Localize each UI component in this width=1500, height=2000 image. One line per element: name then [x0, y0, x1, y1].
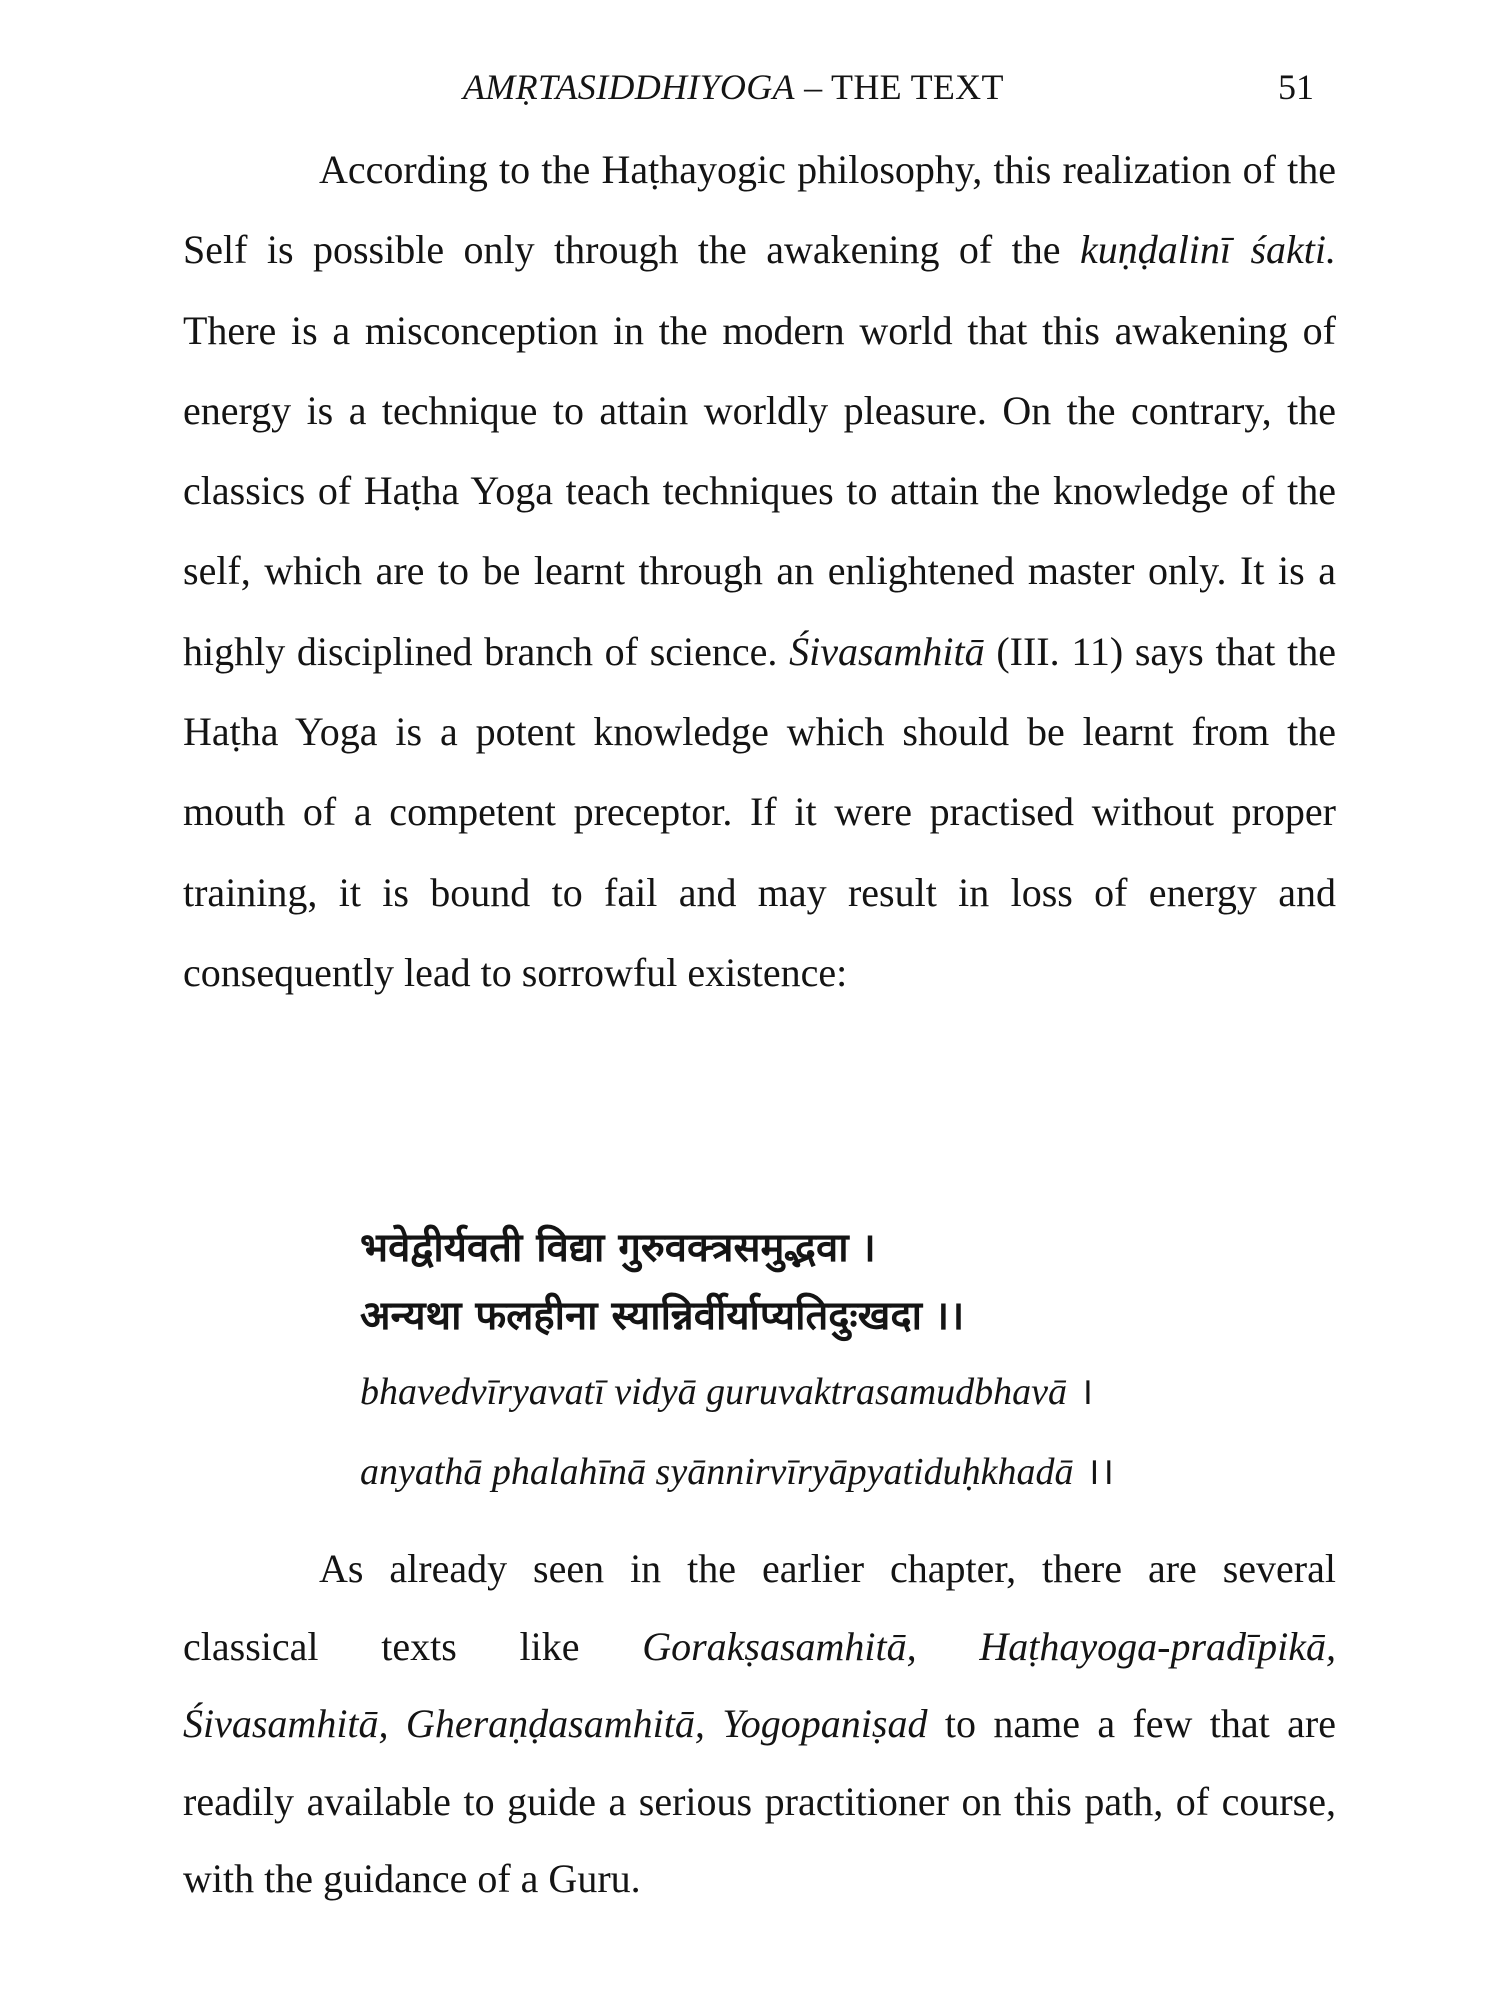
verse-transliteration-line-2-text: anyathā phalahīnā syānnirvīryāpyatiduḥkhadā	[360, 1451, 1074, 1493]
paragraph-2-text-a: As already seen in the earlier chapter, there are several classical texts like	[183, 1546, 1336, 1669]
verse-devanagari-line-1	[360, 1214, 1320, 1282]
verse-transliteration-line-1	[360, 1352, 1320, 1432]
paragraph-1	[183, 130, 1336, 1013]
verse-devanagari-line-1-mark: ।	[860, 1225, 876, 1271]
term-sivasamhita: Śivasamhitā	[789, 628, 985, 674]
page-number: 51	[1278, 67, 1314, 107]
paragraph-1-text-a: According to the Haṭhayogic philosophy, this realization of the Self is possible only through the awakening of the	[183, 147, 1336, 273]
paragraph-1-text-c: (III. 11) says that the Haṭha Yoga is a potent knowledge which should be learnt from the mouth of a competent preceptor. If it were practised without proper training, it is bound to fail and may result in loss of energy and consequently lead to sorrowful existence:	[183, 628, 1336, 995]
verse-transliteration-line-2-mark: ।।	[1085, 1451, 1115, 1493]
running-title-rest: – THE TEXT	[794, 67, 1004, 107]
running-title	[463, 66, 1004, 108]
verse-devanagari-line-2	[360, 1282, 1320, 1350]
paragraph-2-text-b: to name a few that are readily available to guide a serious practitioner on this path, of course, with the guidance of a Guru.	[183, 1701, 1336, 1902]
running-title-italic: AMṚTASIDDHIYOGA	[463, 67, 795, 107]
verse-devanagari-line-2-mark: ।।	[933, 1293, 965, 1339]
term-kundalini-sakti: kuṇḍalinī śakti.	[1079, 227, 1337, 273]
classical-texts-list: Gorakṣasamhitā, Haṭhayoga-pradīpikā, Śivasamhitā, Gheraṇḍasamhitā, Yogopaniṣad	[183, 1623, 1337, 1747]
verse-transliteration-line-2	[360, 1432, 1320, 1512]
paragraph-2	[183, 1530, 1336, 1918]
page-header	[0, 66, 1500, 110]
verse-devanagari-line-2-text: अन्यथा फलहीना स्यान्निर्वीर्याप्यतिदुःखदा	[360, 1293, 922, 1339]
verse-transliteration-line-1-mark: ।	[1079, 1371, 1094, 1413]
paragraph-1-text-b: There is a misconception in the modern world that this awakening of energy is a technique to attain worldly pleasure. On the contrary, the classics of Haṭha Yoga teach techniques to attain the knowledge of the self, which are to be learnt through an enlightened master only. It is a highly disciplined branch of science.	[183, 307, 1336, 674]
verse-transliteration-line-1-text: bhavedvīryavatī vidyā guruvaktrasamudbhavā	[360, 1371, 1068, 1413]
verse-devanagari-line-1-text: भवेद्वीर्यवती विद्या गुरुवक्त्रसमुद्भवा	[360, 1225, 849, 1271]
